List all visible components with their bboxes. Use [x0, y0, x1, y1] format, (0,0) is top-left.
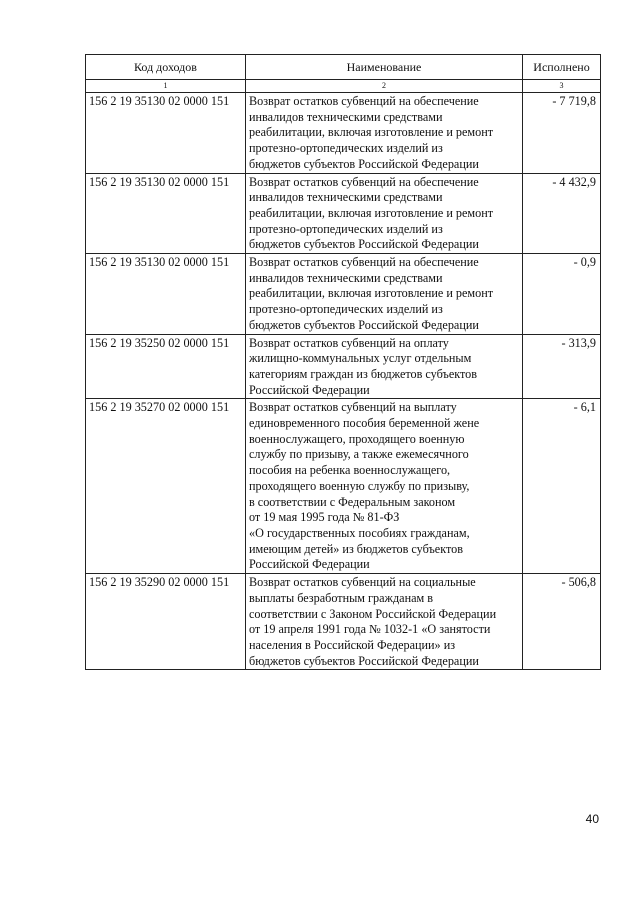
header-income-code: Код доходов: [86, 55, 246, 80]
column-number: 3: [523, 80, 601, 93]
executed-amount-cell: - 6,1: [523, 399, 601, 574]
header-executed: Исполнено: [523, 55, 601, 80]
income-code-cell: 156 2 19 35130 02 0000 151: [86, 173, 246, 254]
name-cell: Возврат остатков субвенций на оплату жилищно-коммунальных услуг отдельным категориям граждан из бюджетов субъектов Российской Федерации: [246, 334, 523, 399]
executed-amount-cell: - 0,9: [523, 254, 601, 335]
income-code-cell: 156 2 19 35250 02 0000 151: [86, 334, 246, 399]
table-row: [86, 93, 601, 174]
table-row: [86, 173, 601, 254]
name-cell: Возврат остатков субвенций на выплату единовременного пособия беременной жене военнослужащего, проходящего военную службу по призыву, а также ежемесячного пособия на ребенка военнослужащего, проходящего военную службу по призыву, в соответствии с Федеральным законом от 19 мая 1995 года № 81-ФЗ «О государственных пособиях гражданам, имеющим детей» из бюджетов субъектов Российской Федерации: [246, 399, 523, 574]
name-cell: Возврат остатков субвенций на социальные выплаты безработным гражданам в соответствии с Законом Российской Федерации от 19 апреля 1991 года № 1032-1 «О занятости населения в Российской Федерации» из бюджетов субъектов Российской Федерации: [246, 574, 523, 670]
table-header-row: [86, 55, 601, 80]
table-row: [86, 399, 601, 574]
executed-amount-cell: - 4 432,9: [523, 173, 601, 254]
executed-amount-cell: - 7 719,8: [523, 93, 601, 174]
income-code-cell: 156 2 19 35270 02 0000 151: [86, 399, 246, 574]
name-cell: Возврат остатков субвенций на обеспечение инвалидов техническими средствами реабилитации, включая изготовление и ремонт протезно-ортопедических изделий из бюджетов субъектов Российской Федерации: [246, 254, 523, 335]
income-code-cell: 156 2 19 35130 02 0000 151: [86, 93, 246, 174]
column-number: 2: [246, 80, 523, 93]
table-row: [86, 254, 601, 335]
income-code-cell: 156 2 19 35130 02 0000 151: [86, 254, 246, 335]
table-row: [86, 574, 601, 670]
column-number-row: [86, 80, 601, 93]
executed-amount-cell: - 506,8: [523, 574, 601, 670]
header-name: Наименование: [246, 55, 523, 80]
income-code-cell: 156 2 19 35290 02 0000 151: [86, 574, 246, 670]
name-cell: Возврат остатков субвенций на обеспечение инвалидов техническими средствами реабилитации, включая изготовление и ремонт протезно-ортопедических изделий из бюджетов субъектов Российской Федерации: [246, 93, 523, 174]
page-number: 40: [585, 812, 599, 826]
name-cell: Возврат остатков субвенций на обеспечение инвалидов техническими средствами реабилитации, включая изготовление и ремонт протезно-ортопедических изделий из бюджетов субъектов Российской Федерации: [246, 173, 523, 254]
table-row: [86, 334, 601, 399]
budget-table: [85, 54, 601, 670]
column-number: 1: [86, 80, 246, 93]
executed-amount-cell: - 313,9: [523, 334, 601, 399]
